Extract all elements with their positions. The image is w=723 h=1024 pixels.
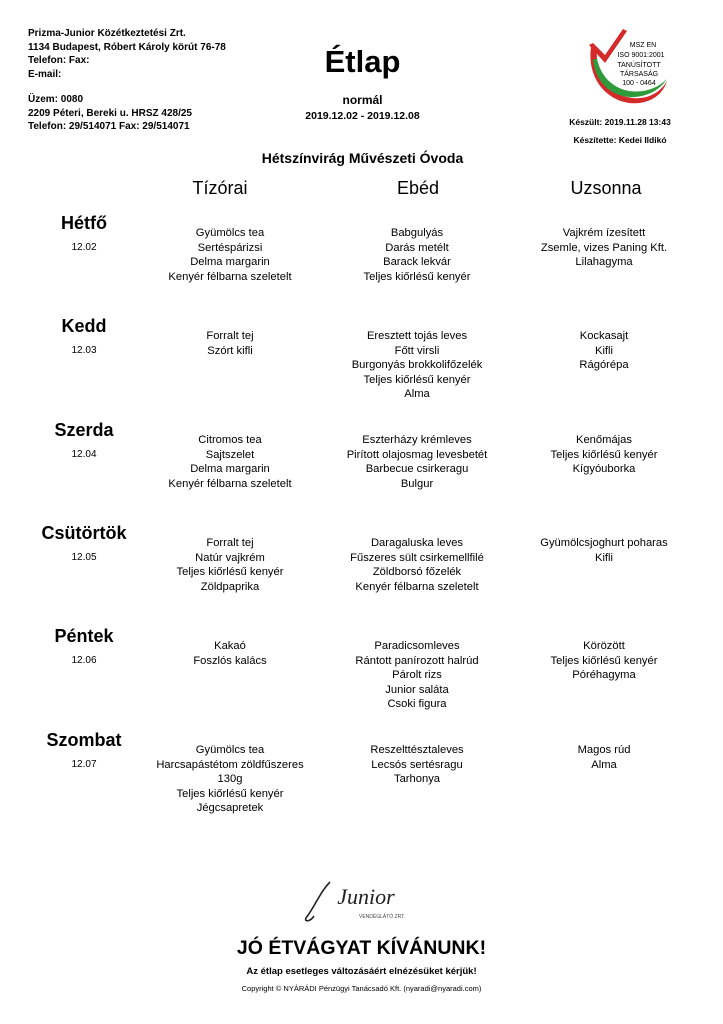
menu-item: Jégcsapretek [196,802,264,815]
junior-logo-text: Junior [337,884,395,909]
menu-item: Teljes kiőrlésű kenyér [363,373,471,386]
menu-item: Szórt kifli [207,344,253,357]
copyright: Copyright © NYÁRÁDI Pénzügyi Tanácsadó Kft. (nyaradi@nyaradi.com) [241,984,482,993]
day-name: Szombat [46,730,122,750]
menu-cell-uzsonna [494,329,714,373]
junior-logo-swash [306,882,330,921]
page-title: Étlap [324,44,401,79]
menu-item: Teljes kiőrlésű kenyér [176,566,284,579]
unit-code: Üzem: 0080 [28,94,84,105]
menu-item: Alma [404,388,430,401]
menu-cell-uzsonna [494,226,714,270]
cert-line4: TÁRSASÁG [619,71,659,78]
menu-item: Forralt tej [206,537,254,549]
junior-logo [300,878,425,926]
unit-info [28,93,192,134]
menu-item: Kenyér félbarna szeletelt [168,270,292,283]
menu-item: Barbecue csirkeragu [365,463,469,476]
company-phone-fax: Telefon: Fax: [28,55,90,66]
menu-item: Rántott panírozott halrúd [355,654,479,667]
menu-item: Bulgur [400,477,434,490]
day-date: 12.03 [71,345,97,356]
menu-item: Delma margarin [190,463,270,476]
creation-info [545,113,695,149]
menu-item: Magos rúd [577,744,631,756]
menu-item: Zöldborsó főzelék [372,566,462,579]
menu-item: Vajkrém ízesített [562,227,646,239]
column-header-uzsonna: Uzsonna [570,178,642,198]
day-date: 12.04 [71,449,97,460]
menu-item: Kenyér félbarna szeletelt [168,477,292,490]
day-name: Hétfő [61,213,107,233]
menu-item: Kakaó [214,640,246,652]
menu-item: Csoki figura [387,698,447,711]
menu-item: Daragaluska leves [370,537,464,549]
cert-line2: ISO 9001:2001 [617,52,665,59]
menu-item: Harcsapástétom zöldfűszeres [156,758,304,771]
menu-item: Rágórépa [579,359,629,372]
menu-item: Reszelttésztaleves [370,744,464,756]
cert-line5: 100 - 0464 [622,80,656,87]
menu-item: Babgulyás [390,227,444,239]
menu-item: Kockasajt [579,330,629,342]
menu-item: Forralt tej [206,330,254,342]
menu-cell-uzsonna [494,433,714,477]
day-date: 12.05 [71,552,97,563]
menu-item: Gyümölcsjoghurt poharas [540,537,668,549]
menu-item: Junior saláta [385,683,449,696]
menu-item: Kifli [594,551,614,564]
column-header-tizorai: Tízórai [192,178,248,198]
menu-item: Kenőmájas [576,434,632,446]
menu-item: Eszterházy krémleves [362,434,472,446]
menu-item: Teljes kiőrlésű kenyér [550,654,658,667]
day-name: Péntek [54,626,114,646]
menu-item: Kenyér félbarna szeletelt [355,580,479,593]
menu-item: Zsemle, vizes Paning Kft. [540,241,668,254]
menu-item: Gyümölcs tea [195,227,265,239]
column-header-ebed: Ebéd [396,178,440,198]
menu-item: Paradicsomleves [374,640,460,652]
company-address: 1134 Budapest, Róbert Károly körút 76-78 [28,41,226,53]
change-note: Az étlap esetleges változásáért elnézésüket kérjük! [246,966,477,977]
unit-phone-fax: Telefon: 29/514071 Fax: 29/514071 [28,121,190,132]
menu-item: Fűszeres sült csirkemellfilé [350,551,484,564]
menu-item: Pirított olajosmag levesbetét [346,448,488,461]
cert-line1: MSZ EN [629,42,657,49]
menu-item: Lilahagyma [575,256,633,269]
cert-line3: TANÚSÍTOTT [617,62,661,69]
day-date: 12.06 [71,655,97,666]
iso-certificate-logo [583,25,673,109]
menu-item: Natúr vajkrém [195,551,265,564]
menu-item: Teljes kiőrlésű kenyér [176,787,284,800]
company-email: E-mail: [28,68,62,80]
menu-item: Barack lekvár [383,256,451,269]
created-at: Készült: 2019.11.28 13:43 [569,117,671,127]
greeting: JÓ ÉTVÁGYAT KÍVÁNUNK! [236,937,487,959]
menu-item: Teljes kiőrlésű kenyér [363,270,471,283]
menu-cell-uzsonna [494,639,714,683]
menu-cell-uzsonna [494,743,714,772]
menu-item: Tarhonya [393,773,441,786]
menu-item: Póréhagyma [572,669,636,682]
unit-address: 2209 Péteri, Bereki u. HRSZ 428/25 [28,107,192,119]
menu-item: Főtt virsli [394,344,440,357]
day-name: Szerda [54,420,114,440]
day-name: Csütörtök [41,523,127,543]
company-info [28,27,226,81]
menu-item: 130g [217,773,243,786]
menu-item: Párolt rizs [392,669,442,682]
menu-item: Delma margarin [190,256,270,269]
menu-item: Teljes kiőrlésű kenyér [550,448,658,461]
kindergarten-name: Hétszínvirág Művészeti Óvoda [261,150,464,166]
day-name: Kedd [61,316,107,336]
menu-item: Foszlós kalács [193,654,267,667]
menu-item: Alma [591,758,617,771]
menu-item: Sertéspárizsi [197,241,263,254]
company-name: Prizma-Junior Közétkeztetési Zrt. [28,28,186,39]
menu-cell-uzsonna [494,536,714,565]
date-range: 2019.12.02 - 2019.12.08 [305,110,420,122]
menu-item: Gyümölcs tea [195,744,265,756]
menu-item: Körözött [583,640,625,652]
author: Készítette: Kedei Ildikó [573,135,667,145]
menu-item: Burgonyás brokkolifőzelék [351,359,483,372]
day-date: 12.07 [71,759,97,770]
menu-item: Kígyóuborka [572,463,636,476]
day-date: 12.02 [71,242,97,253]
menu-item: Darás metélt [385,241,449,254]
menu-item: Lecsós sertésragu [371,758,463,771]
menu-item: Kifli [594,344,614,357]
menu-variant: normál [342,93,383,107]
menu-item: Citromos tea [198,434,262,446]
menu-item: Eresztett tojás leves [366,330,468,342]
menu-item: Zöldpaprika [200,580,260,593]
menu-item: Sajtszelet [205,448,255,461]
junior-logo-subtext: VENDÉGLÁTÓ ZRT. [358,914,406,920]
